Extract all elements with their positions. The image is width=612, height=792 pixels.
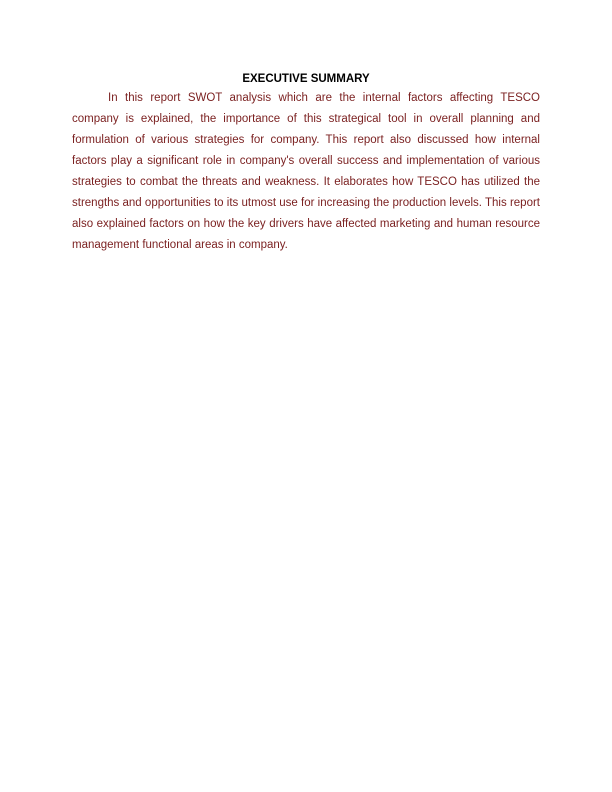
summary-paragraph: In this report SWOT analysis which are the internal factors affecting TESCO company is explained, the importance of this strategical tool in overall planning and formulation of various strategies for company. This report also discussed how internal factors play a significant role in company's overall success and implementation of various strategies to combat the threats and weakness. It elaborates how TESCO has utilized the strengths and opportunities to its utmost use for increasing the production levels. This report also explained factors on how the key drivers have affected marketing and human resource management functional areas in company.	[72, 92, 540, 251]
section-heading: EXECUTIVE SUMMARY	[242, 73, 370, 85]
page-content	[72, 70, 540, 256]
